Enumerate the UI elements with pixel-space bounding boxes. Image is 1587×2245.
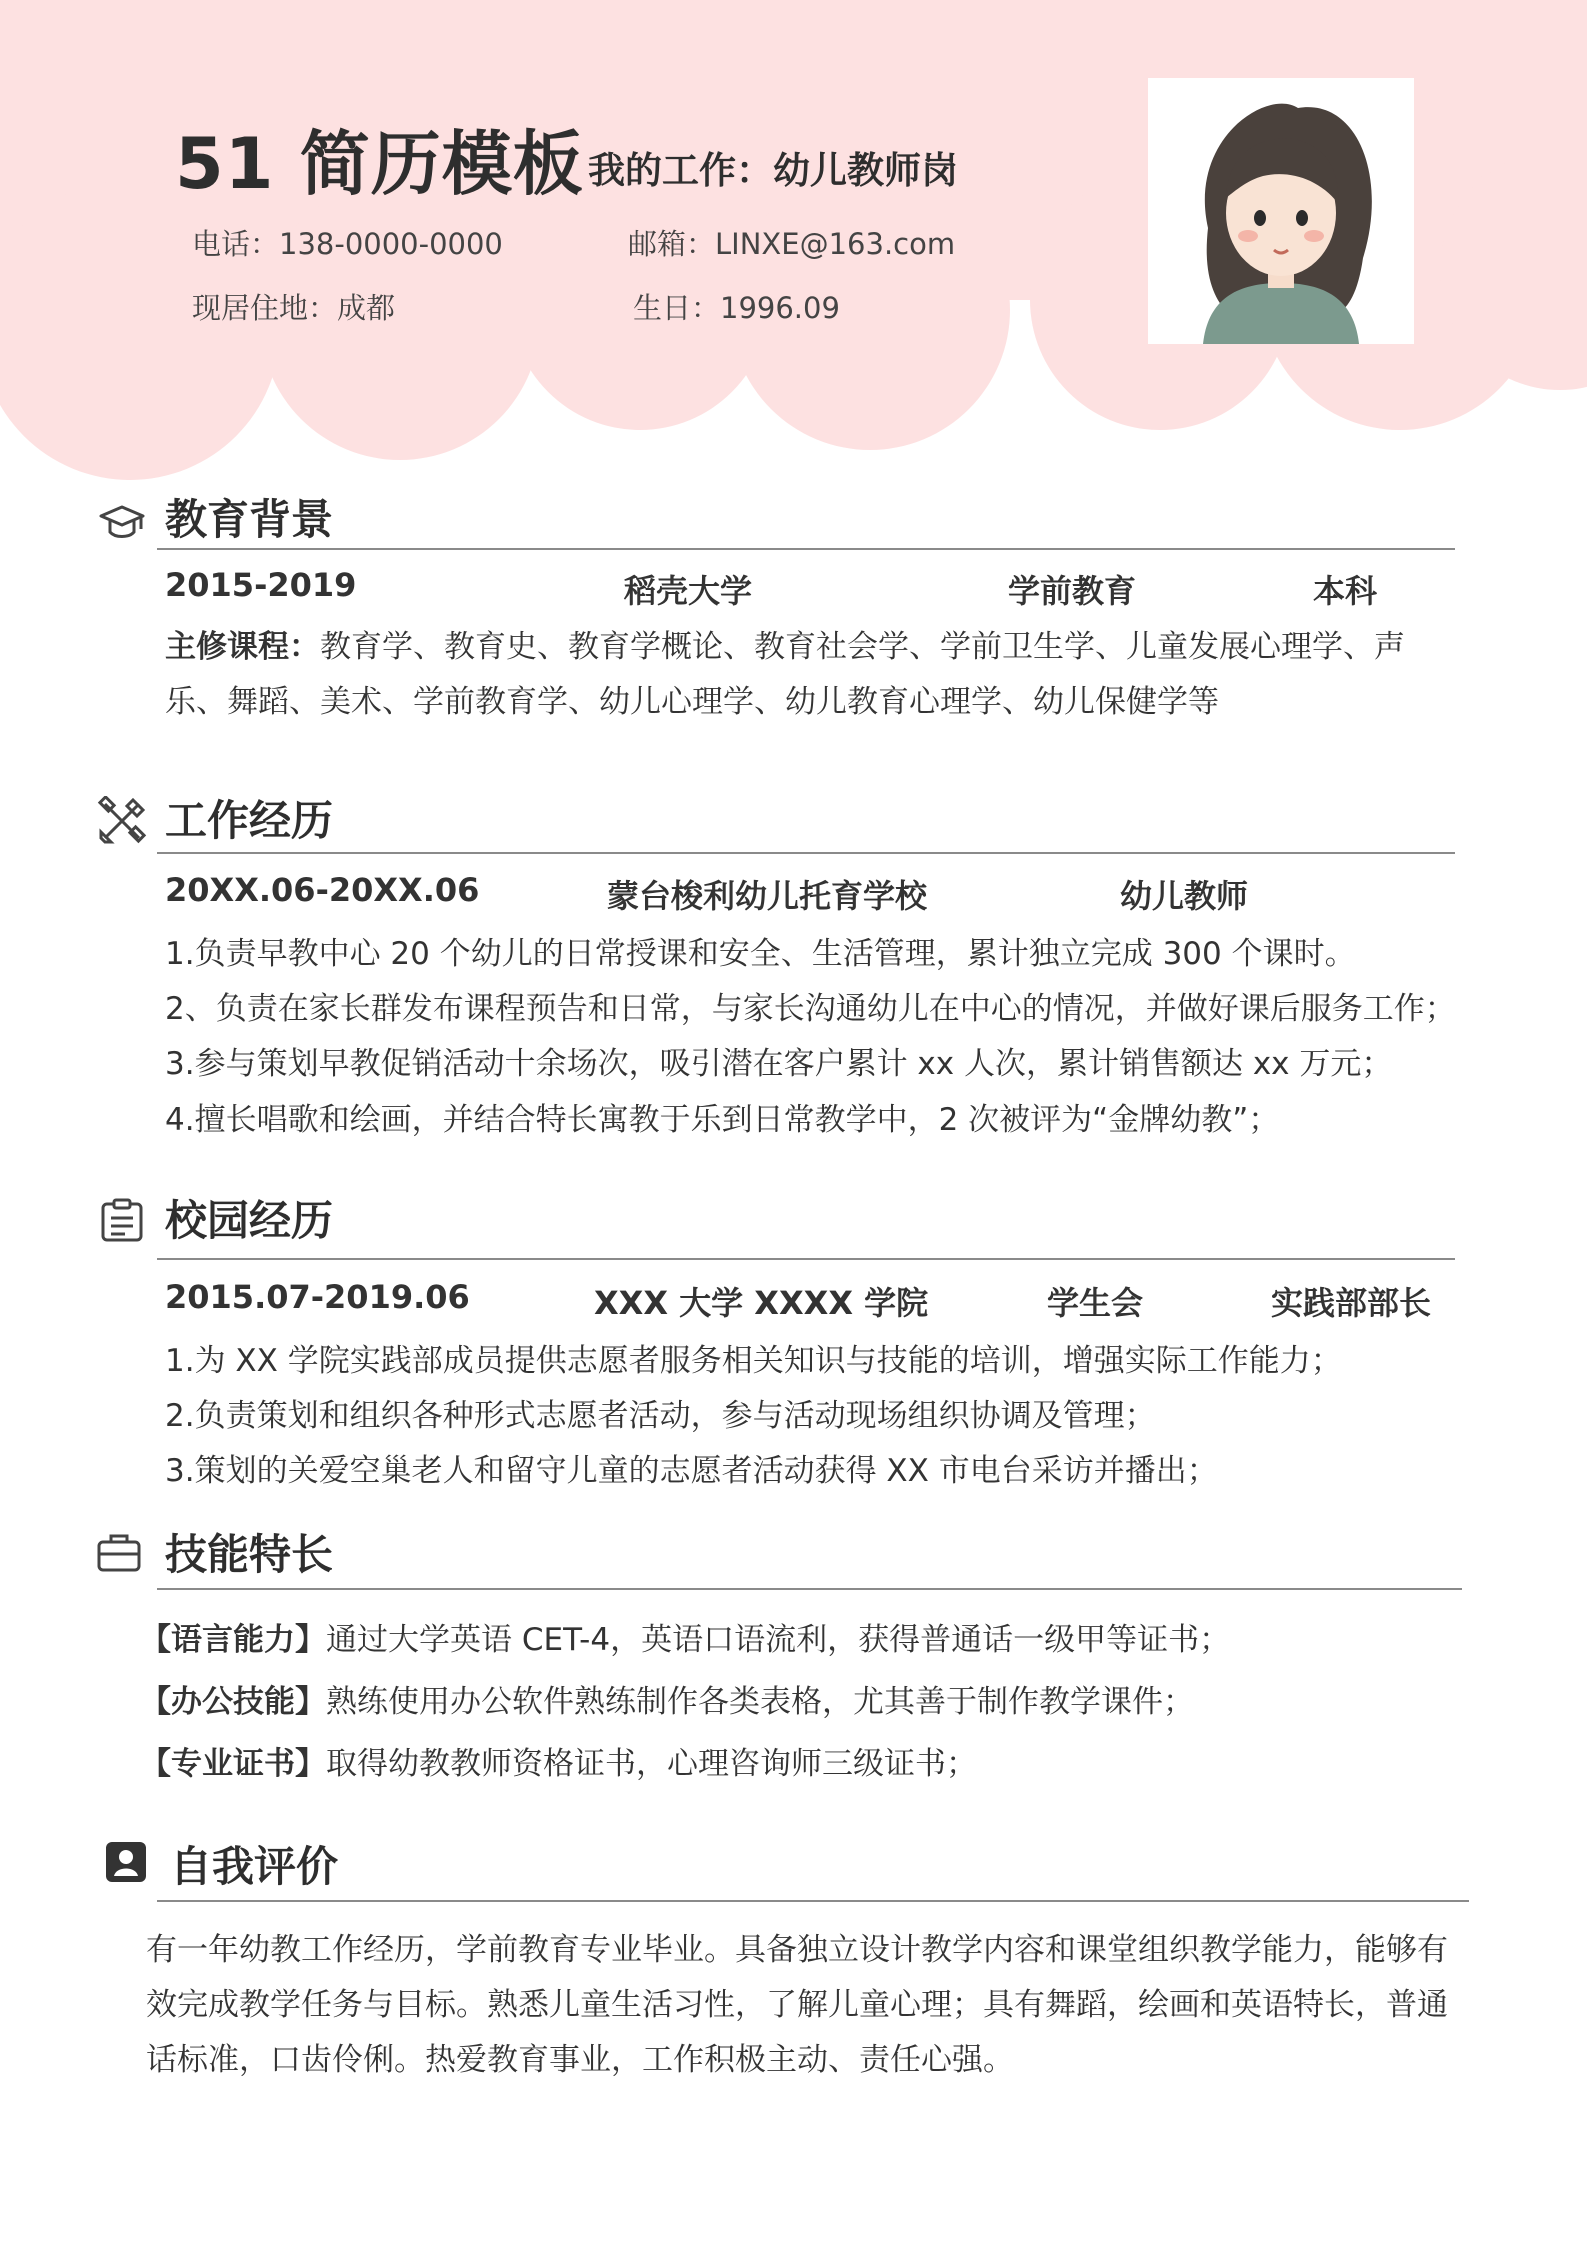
education-courses-cont: 乐、舞蹈、美术、学前教育学、幼儿心理学、幼儿教育心理学、幼儿保健学等 (165, 684, 1219, 720)
education-school: 稻壳大学 (624, 572, 753, 610)
section-divider (157, 1258, 1455, 1260)
header (0, 0, 1587, 480)
skill-text: 通过大学英语 CET-4，英语口语流利，获得普通话一级甲等证书； (326, 1622, 1231, 1658)
skill-label: 【办公技能】 (140, 1684, 326, 1720)
work-item: 4.擅长唱歌和绘画，并结合特长寓教于乐到日常教学中，2 次被评为“金牌幼教”； (165, 1102, 1280, 1138)
campus-role: 实践部部长 (1271, 1284, 1432, 1322)
self-evaluation-text: 有一年幼教工作经历，学前教育专业毕业。具备独立设计教学内容和课堂组织教学能力，能够有 (146, 1932, 1448, 1968)
skill-item (140, 1614, 1230, 1659)
self-evaluation-text: 效完成教学任务与目标。熟悉儿童生活习性，了解儿童心理；具有舞蹈，绘画和英语特长，普通 (146, 1987, 1448, 2023)
clipboard-icon (97, 1196, 147, 1246)
skill-label: 【语言能力】 (140, 1622, 326, 1658)
section-divider (157, 852, 1455, 854)
campus-org: 学生会 (1047, 1284, 1144, 1322)
phone: 电话：138-0000-0000 (192, 227, 503, 261)
work-position: 幼儿教师 (1120, 877, 1249, 915)
work-period: 20XX.06-20XX.06 (165, 871, 480, 909)
courses-text: 教育学、教育史、教育学概论、教育社会学、学前卫生学、儿童发展心理学、声 (320, 629, 1405, 665)
work-item: 2、负责在家长群发布课程预告和日常，与家长沟通幼儿在中心的情况，并做好课后服务工作； (165, 991, 1456, 1027)
work-item: 1.负责早教中心 20 个幼儿的日常授课和安全、生活管理，累计独立完成 300 个课时。 (165, 936, 1356, 972)
work-item: 3.参与策划早教促销活动十余场次，吸引潜在客户累计 xx 人次，累计销售额达 xx 万元； (165, 1046, 1393, 1082)
campus-school: XXX 大学 XXXX 学院 (594, 1284, 929, 1322)
skill-item (140, 1738, 977, 1783)
work-company: 蒙台梭利幼儿托育学校 (607, 877, 928, 915)
skill-label: 【专业证书】 (140, 1746, 326, 1782)
residence: 现居住地：成都 (192, 291, 396, 325)
education-period: 2015-2019 (165, 566, 357, 604)
section-divider (157, 1900, 1469, 1902)
section-divider (157, 1588, 1462, 1590)
section-title: 工作经历 (165, 796, 334, 845)
self-evaluation-text: 话标准，口齿伶俐。热爱教育事业，工作积极主动、责任心强。 (146, 2042, 1014, 2078)
person-icon (104, 1840, 154, 1890)
section-title: 自我评价 (170, 1842, 339, 1891)
courses-label: 主修课程： (165, 629, 320, 665)
email: 邮箱：LINXE@163.com (628, 227, 956, 261)
job-title: 我的工作：幼儿教师岗 (588, 149, 958, 192)
skill-text: 取得幼教教师资格证书，心理咨询师三级证书； (326, 1746, 977, 1782)
section-title: 教育背景 (165, 495, 334, 544)
tools-icon (97, 796, 147, 846)
education-courses (165, 621, 1405, 666)
education-major: 学前教育 (1008, 572, 1137, 610)
section-divider (157, 548, 1455, 550)
campus-period: 2015.07-2019.06 (165, 1278, 470, 1316)
graduation-cap-icon (97, 496, 147, 546)
section-title: 技能特长 (165, 1530, 334, 1579)
campus-item: 2.负责策划和组织各种形式志愿者活动，参与活动现场组织协调及管理； (165, 1398, 1156, 1434)
resume-title: 51 简历模板 (175, 123, 584, 205)
campus-item: 3.策划的关爱空巢老人和留守儿童的志愿者活动获得 XX 市电台采访并播出； (165, 1453, 1218, 1489)
skill-item (140, 1676, 1194, 1721)
education-degree: 本科 (1313, 572, 1378, 610)
briefcase-icon (94, 1528, 144, 1578)
campus-item: 1.为 XX 学院实践部成员提供志愿者服务相关知识与技能的培训，增强实际工作能力； (165, 1343, 1342, 1379)
birthday: 生日：1996.09 (633, 291, 840, 325)
avatar-photo (1148, 78, 1414, 344)
section-title: 校园经历 (165, 1196, 334, 1245)
skill-text: 熟练使用办公软件熟练制作各类表格，尤其善于制作教学课件； (326, 1684, 1194, 1720)
